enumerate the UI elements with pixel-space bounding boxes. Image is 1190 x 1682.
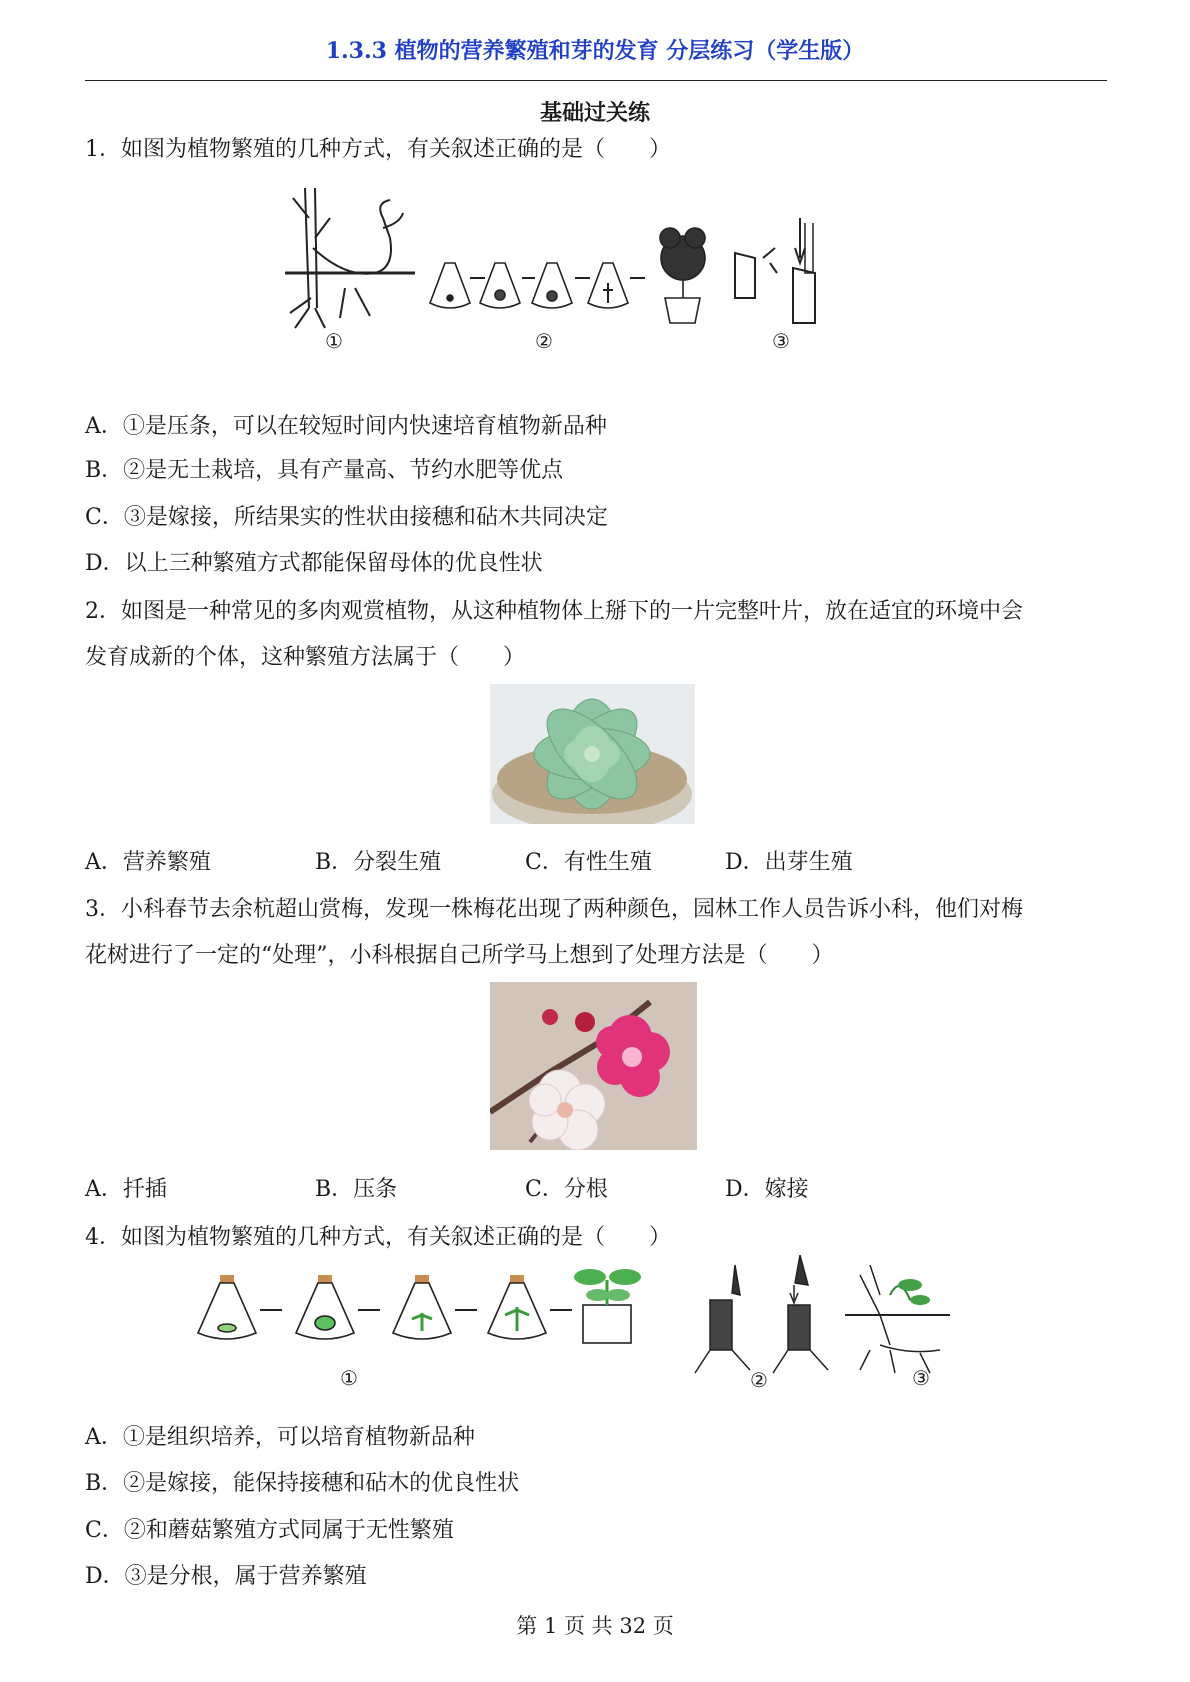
question-3-stem-line-1: 3．小科春节去余杭超山赏梅，发现一株梅花出现了两种颜色，园林工作人员告诉小科，他们对梅 [85, 897, 1024, 922]
question-4-figure [190, 1255, 1000, 1415]
question-1-option-d: D．以上三种繁殖方式都能保留母体的优良性状 [85, 551, 543, 576]
figure-label-2: ② [750, 1368, 768, 1392]
question-4-stem: 4．如图为植物繁殖的几种方式，有关叙述正确的是（ ） [85, 1225, 671, 1250]
section-title: 基础过关练 [539, 100, 650, 126]
grafting-stocks [695, 1255, 828, 1373]
question-1-stem: 1．如图为植物繁殖的几种方式，有关叙述正确的是（ ） [85, 137, 671, 162]
tissue-culture-illustration [430, 228, 705, 323]
question-3-option-d: D．嫁接 [725, 1177, 809, 1202]
figure-label-3: ③ [772, 329, 790, 353]
question-4-option-d: D．③是分根，属于营养繁殖 [85, 1564, 367, 1589]
question-3-stem-line-2: 花树进行了一定的“处理”，小科根据自己所学马上想到了处理方法是（ ） [85, 943, 834, 968]
layering-plant [845, 1265, 950, 1373]
figure-label-3: ③ [912, 1366, 930, 1390]
figure-label-1: ① [325, 329, 343, 353]
plum-blossom-photo [490, 982, 697, 1150]
question-2-option-c: C．有性生殖 [525, 850, 652, 875]
question-2-option-b: B．分裂生殖 [315, 850, 442, 875]
question-1-option-c: C．③是嫁接，所结果实的性状由接穗和砧木共同决定 [85, 505, 608, 530]
question-1-option-a: A．①是压条，可以在较短时间内快速培育植物新品种 [85, 414, 607, 439]
question-3-option-a: A．扦插 [85, 1177, 167, 1202]
question-2-option-a: A．营养繁殖 [85, 850, 211, 875]
question-4-option-c: C．②和蘑菇繁殖方式同属于无性繁殖 [85, 1518, 454, 1543]
header-divider [85, 80, 1107, 81]
figure-label-1: ① [340, 1366, 358, 1390]
question-3-option-c: C．分根 [525, 1177, 608, 1202]
question-4-option-a: A．①是组织培养，可以培育植物新品种 [85, 1425, 475, 1450]
question-2-stem-line-1: 2．如图是一种常见的多肉观赏植物，从这种植物体上掰下的一片完整叶片，放在适宜的环境中会 [85, 599, 1024, 624]
figure-label-2: ② [535, 329, 553, 353]
question-1-option-b: B．②是无土栽培，具有产量高、节约水肥等优点 [85, 458, 564, 483]
question-2-option-d: D．出芽生殖 [725, 850, 853, 875]
question-3-option-b: B．压条 [315, 1177, 398, 1202]
question-4-option-b: B．②是嫁接，能保持接穗和砧木的优良性状 [85, 1471, 520, 1496]
page-footer: 第 1 页 共 32 页 [516, 1614, 674, 1638]
page-header-title: 1.3.3 植物的营养繁殖和芽的发育 分层练习（学生版） [325, 38, 865, 64]
grafting-illustration [735, 218, 815, 323]
question-2-stem-line-2: 发育成新的个体，这种繁殖方法属于（ ） [85, 645, 526, 670]
tissue-culture-flasks [198, 1269, 641, 1343]
layering-illustration [285, 188, 415, 328]
succulent-photo [490, 684, 695, 824]
question-1-figure [285, 178, 905, 388]
